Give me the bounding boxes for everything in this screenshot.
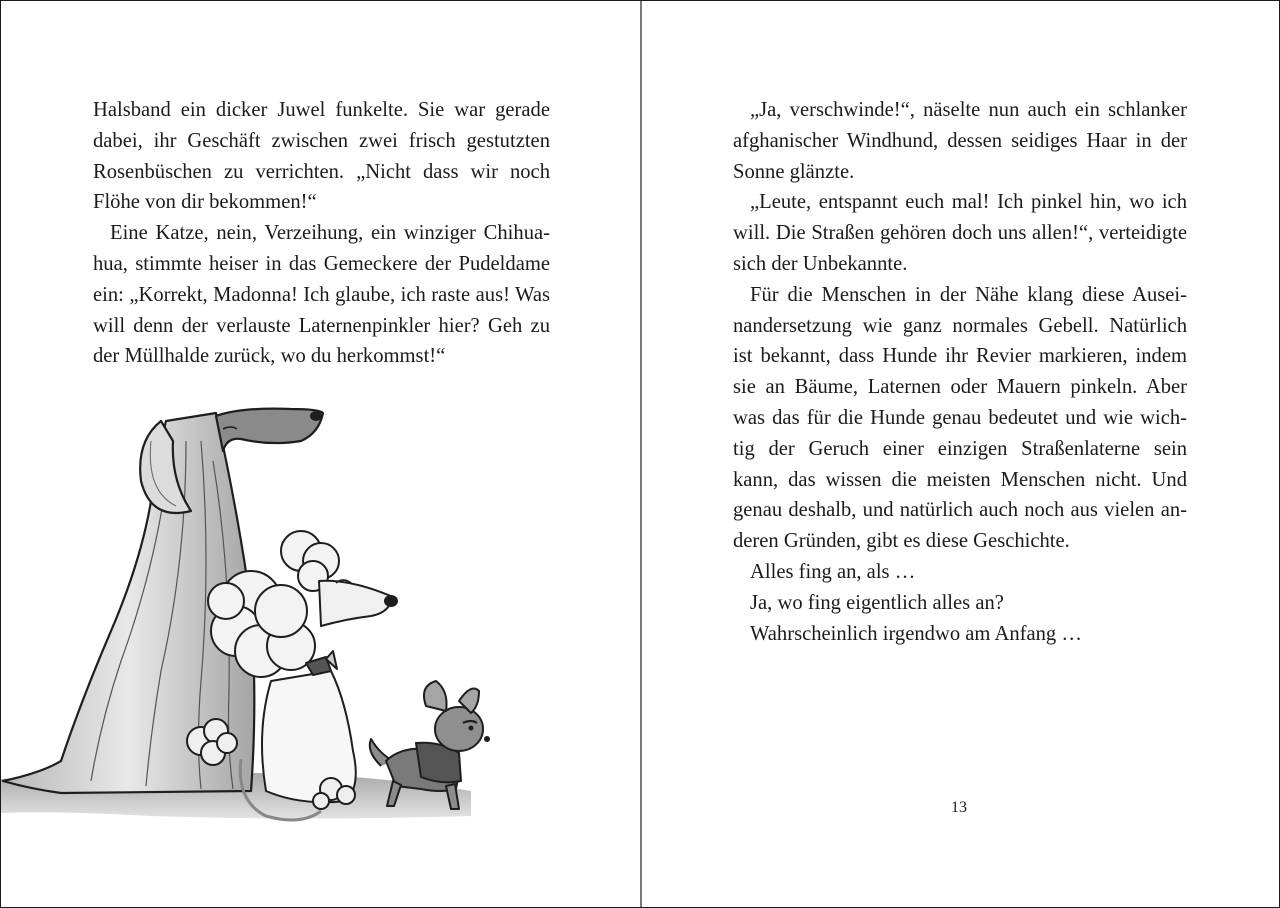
page-number: 13 <box>951 799 967 816</box>
text-line: tig der Geruch einer einzigen Straßenlaterne sein <box>733 437 1187 460</box>
paragraph <box>93 95 550 218</box>
text-line: Alles fing an, als … <box>750 560 916 583</box>
text-line: kann, das wissen die meisten Menschen nicht. Und <box>733 468 1187 491</box>
text-line: Wahrscheinlich irgendwo am Anfang … <box>750 622 1082 645</box>
text-line: Flöhe von dir bekommen!“ <box>93 191 317 214</box>
text-line: Halsband ein dicker Juwel funkelte. Sie war gerade <box>93 99 550 121</box>
text-line: Sonne glänzte. <box>733 160 855 183</box>
text-line: Für die Menschen in der Nähe klang diese Ausei- <box>750 283 1187 306</box>
text-line: nandersetzung wie ganz normales Gebell. Natürlich <box>733 314 1187 337</box>
text-line: afghanischer Windhund, dessen seidiges Haar in der <box>733 129 1187 152</box>
text-line: ein: „Korrekt, Madonna! Ich glaube, ich raste aus! Was <box>93 283 550 306</box>
text-line: dabei, ihr Geschäft zwischen zwei frisch gestutzten <box>93 129 550 152</box>
text-line: Rosenbüschen zu verrichten. „Nicht dass wir noch <box>93 160 550 183</box>
paragraph <box>733 619 1187 650</box>
right-page <box>642 1 1279 907</box>
text-line: will denn der verlauste Laternenpinkler hier? Geh zu <box>93 314 550 337</box>
paragraph <box>733 588 1187 619</box>
text-line: Eine Katze, nein, Verzeihung, ein winziger Chihua- <box>110 222 550 245</box>
left-page <box>1 1 640 907</box>
paragraph <box>93 218 550 372</box>
text-line: hua, stimmte heiser in das Gemeckere der Pudeldame <box>93 252 550 275</box>
left-page-text <box>93 95 550 372</box>
paragraph <box>733 187 1187 279</box>
text-line: der Müllhalde zurück, wo du herkommst!“ <box>93 345 446 368</box>
paragraph <box>733 95 1187 187</box>
dogs-illustration <box>1 401 501 841</box>
text-line: „Ja, verschwinde!“, näselte nun auch ein schlanker <box>750 99 1187 121</box>
text-line: „Leute, entspannt euch mal! Ich pinkel hin, wo ich <box>750 191 1187 214</box>
text-line: sich der Unbekannte. <box>733 252 908 275</box>
text-line: was das für die Hunde genau bedeutet und wie wich- <box>733 406 1187 429</box>
text-line: ist bekannt, dass Hunde ihr Revier markieren, indem <box>733 345 1187 368</box>
text-line: genau deshalb, und natürlich auch noch aus vielen an- <box>733 499 1187 522</box>
paragraph <box>733 280 1187 557</box>
right-page-text <box>733 95 1187 649</box>
text-line: Ja, wo fing eigentlich alles an? <box>750 591 1004 614</box>
text-line: will. Die Straßen gehören doch uns allen!“, verteidigte <box>733 222 1187 245</box>
paragraph <box>733 557 1187 588</box>
text-line: deren Gründen, gibt es diese Geschichte. <box>733 530 1070 553</box>
text-line: sie an Bäume, Laternen oder Mauern pinkeln. Aber <box>733 376 1187 399</box>
